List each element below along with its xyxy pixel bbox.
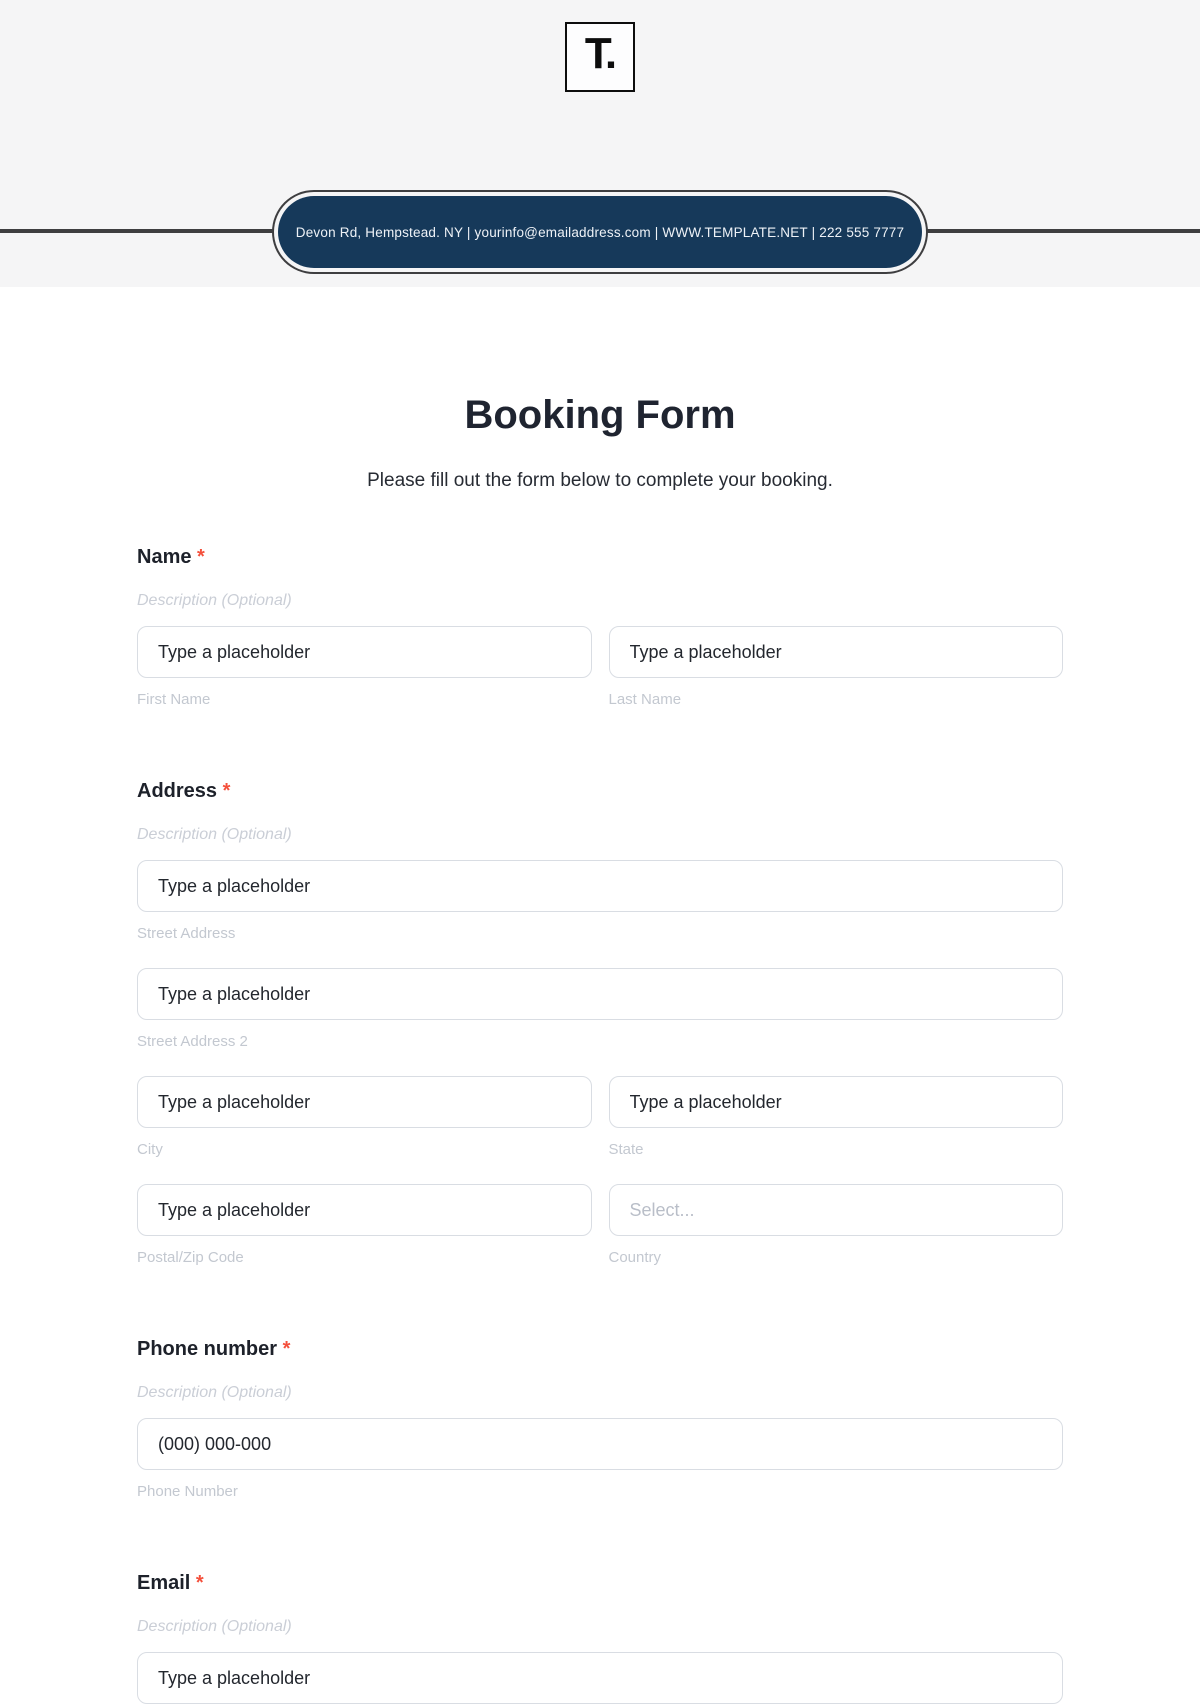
- section-phone-description: Description (Optional): [137, 1384, 292, 1401]
- street-label-row: [137, 924, 1063, 944]
- phone-number-label: Phone Number: [137, 1483, 238, 1500]
- country-label: Country: [608, 1249, 662, 1266]
- phone-label-row: [137, 1482, 1063, 1502]
- brand-logo: [565, 22, 635, 92]
- first-name-label: First Name: [137, 691, 211, 708]
- postal-code-label: Postal/Zip Code: [137, 1249, 244, 1266]
- email-input[interactable]: [137, 1652, 1063, 1704]
- street2-input-row: [137, 968, 1063, 1020]
- page-title: Booking Form: [464, 393, 736, 437]
- section-email: [137, 1569, 1063, 1704]
- street-address-input[interactable]: [137, 860, 1063, 912]
- last-name-input[interactable]: [609, 626, 1064, 678]
- street2-label-row: [137, 1032, 1063, 1052]
- section-address-description: Description (Optional): [137, 826, 292, 843]
- city-input[interactable]: [137, 1076, 592, 1128]
- form-page: [0, 287, 1200, 1704]
- page-subtitle: Please fill out the form below to complete your booking.: [367, 470, 833, 491]
- section-name: [137, 543, 1063, 710]
- email-input-row: [137, 1652, 1063, 1704]
- required-asterisk: *: [282, 1338, 291, 1360]
- section-address-title: Address *: [137, 780, 231, 802]
- state-label: State: [608, 1141, 644, 1158]
- city-state-label-row: [137, 1140, 1063, 1160]
- street-input-row: [137, 860, 1063, 912]
- section-phone: [137, 1335, 1063, 1502]
- street-address2-label: Street Address 2: [137, 1033, 248, 1050]
- postal-country-input-row: [137, 1184, 1063, 1236]
- section-address: [137, 777, 1063, 1268]
- last-name-label: Last Name: [608, 691, 682, 708]
- brand-logo-text: T.: [584, 29, 616, 78]
- phone-number-input[interactable]: [137, 1418, 1063, 1470]
- contact-banner: [278, 196, 922, 268]
- required-asterisk: *: [222, 780, 231, 802]
- required-asterisk: *: [195, 1572, 204, 1594]
- section-email-title: Email *: [137, 1572, 204, 1594]
- required-asterisk: *: [197, 546, 205, 568]
- contact-banner-text: Devon Rd, Hempstead. NY | yourinfo@emailaddress.com | WWW.TEMPLATE.NET | 222 555 7777: [295, 224, 905, 240]
- section-name-description: Description (Optional): [137, 592, 292, 609]
- postal-country-label-row: [137, 1248, 1063, 1268]
- postal-code-input[interactable]: [137, 1184, 592, 1236]
- name-input-row: [137, 626, 1063, 678]
- page-header: [0, 0, 1200, 287]
- first-name-input[interactable]: [137, 626, 592, 678]
- state-input[interactable]: [609, 1076, 1064, 1128]
- country-select[interactable]: [609, 1184, 1064, 1236]
- section-name-title: Name *: [137, 546, 205, 568]
- name-label-row: [137, 690, 1063, 710]
- section-phone-title: Phone number *: [137, 1338, 291, 1360]
- street-address-label: Street Address: [137, 925, 236, 942]
- phone-input-row: [137, 1418, 1063, 1470]
- booking-form: [137, 543, 1063, 1704]
- street-address2-input[interactable]: [137, 968, 1063, 1020]
- city-state-input-row: [137, 1076, 1063, 1128]
- city-label: City: [137, 1141, 163, 1158]
- section-email-description: Description (Optional): [137, 1618, 292, 1635]
